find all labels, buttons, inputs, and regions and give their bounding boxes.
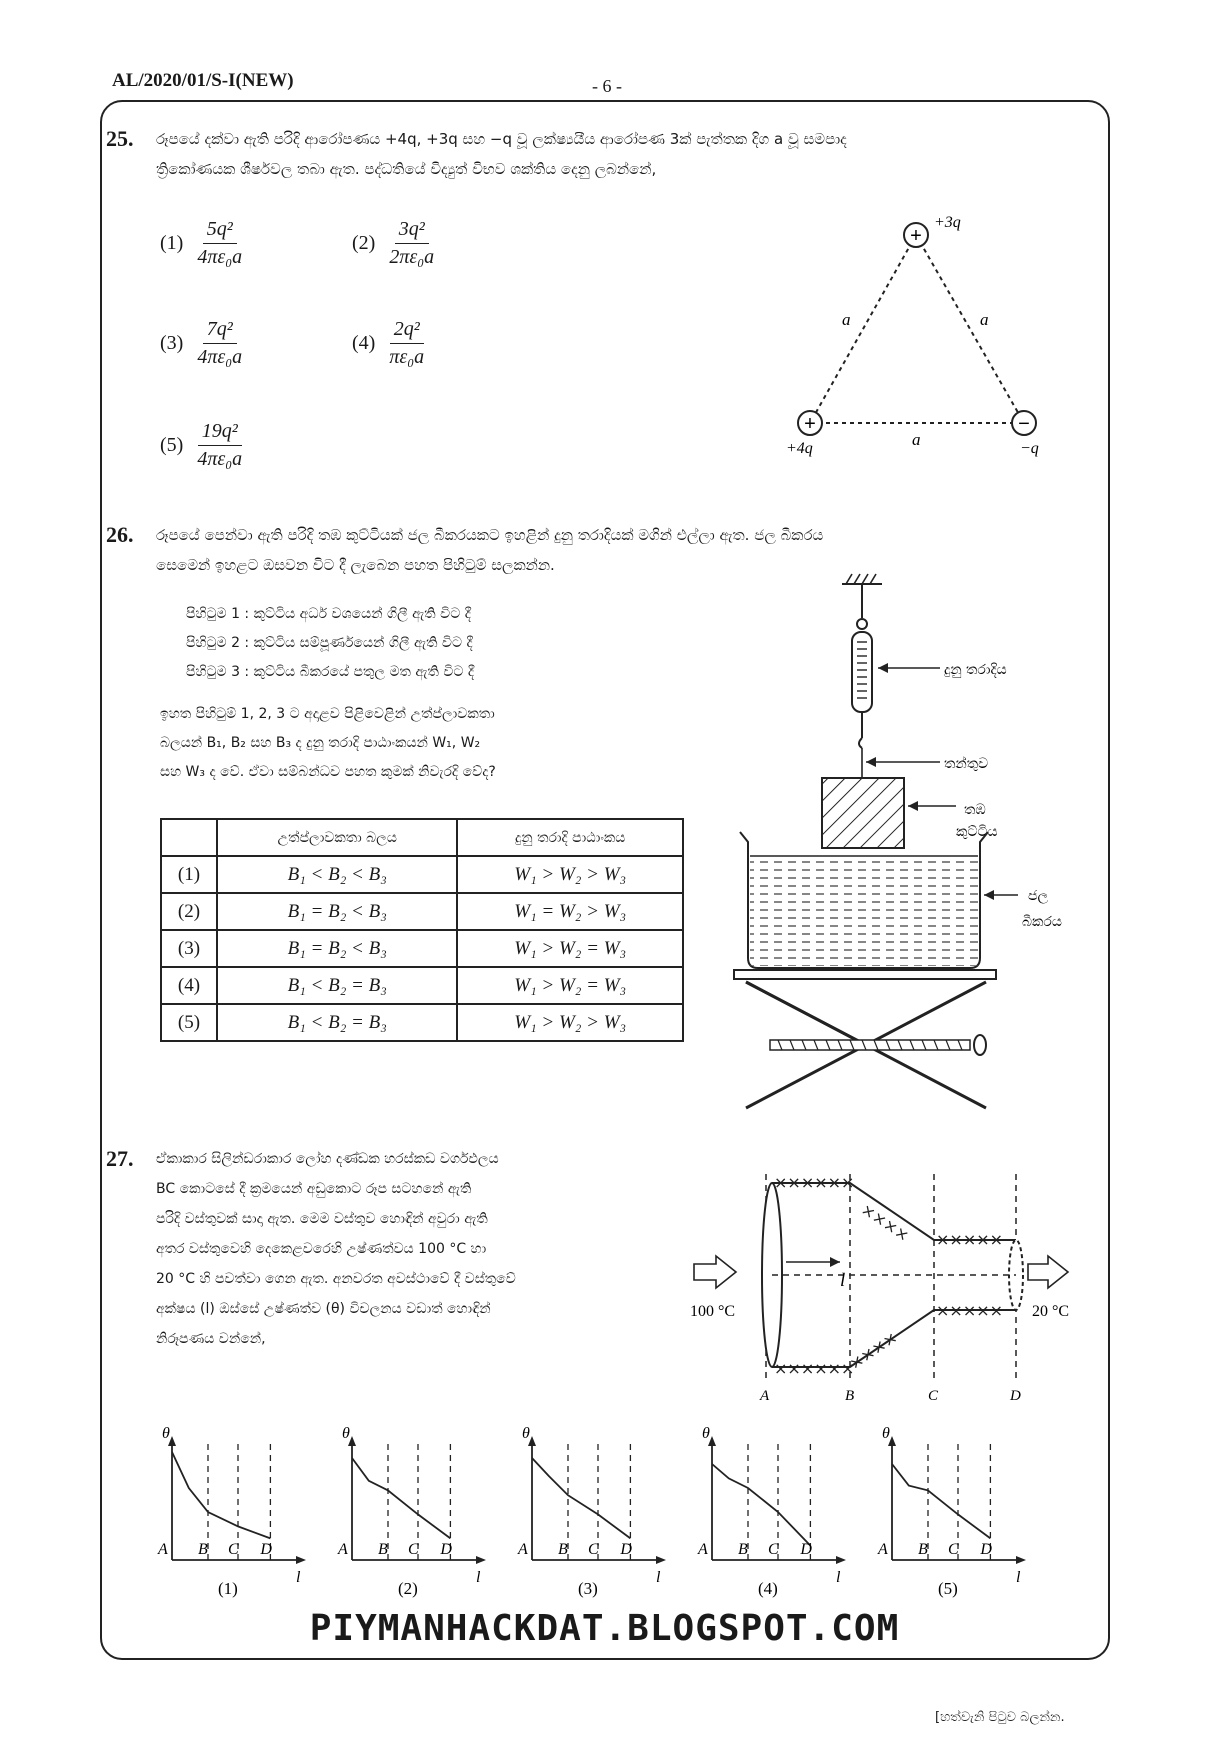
q27-rod-figure: [690, 1160, 1100, 1410]
q25-triangle-figure: [770, 205, 1070, 465]
label-side-bottom: a: [912, 430, 921, 449]
graph-option-label: (1): [218, 1579, 238, 1598]
option-fraction: $\frac{\text{7q²}}{\text{4πε₀a}}$: [197, 318, 243, 368]
label-hot-temp: 100 °C: [690, 1303, 736, 1320]
para-line2: බලයන් B₁, B₂ සහ B₃ ද දුනු තරාදි පාඨාංකයන් W₁, W₂: [160, 735, 481, 751]
heat-in-arrow: [694, 1256, 736, 1288]
graph-C-label: C: [228, 1541, 239, 1558]
graph-C-label: C: [588, 1541, 599, 1558]
label-block-2: කුට්ටිය: [956, 824, 998, 840]
label-cold-temp: 20 °C: [1032, 1303, 1070, 1320]
table-head-blank: [161, 819, 217, 856]
q25-stem-line2: ත්‍රිකෝණයක ශීර්ෂවල තබා ඇත. පද්ධතියේ විද්‍යුත් විභව ශක්තිය දෙනු ලබන්නේ,: [156, 160, 657, 178]
graph-curve: [712, 1464, 810, 1546]
q27-option-graphs: [150, 1425, 1090, 1600]
table-row[interactable]: (4) B₁ < B₂ = B₃ W₁ > W₂ = W₃: [161, 967, 683, 1004]
graph-B-label: B: [378, 1541, 388, 1558]
copper-block: [822, 778, 904, 848]
graph-A-label: A: [698, 1541, 708, 1558]
para-line1: ඉහත පිහිටුම් 1, 2, 3 ට අදාළව පිළිවෙළින් උත්ප්ලාවකතා: [160, 706, 495, 722]
graph-theta-label: θ: [882, 1425, 890, 1442]
label-block-1: තඹ: [964, 802, 986, 818]
graph-l-label: l: [836, 1569, 841, 1586]
option-label: (5): [160, 434, 184, 456]
side-right: [916, 235, 1024, 423]
q25-option-2[interactable]: [352, 218, 434, 269]
plus-sign: +: [804, 413, 816, 435]
q27-stem-line: අක්ෂය (l) ඔස්සේ උෂ්ණත්ව (θ) විචලනය වඩාත් හොඳින්: [156, 1301, 491, 1317]
option-label: (4): [352, 332, 376, 354]
watermark-url: PIYMANHACKDAT.BLOGSPOT.COM: [309, 1608, 900, 1649]
q26-positions: [186, 600, 646, 687]
graph-option-label: (4): [758, 1579, 778, 1598]
table-row[interactable]: (5) B₁ < B₂ = B₃ W₁ > W₂ > W₃: [161, 1004, 683, 1041]
q27-stem-line: පරිදි වස්තුවක් සාදා ඇත. මෙම වස්තුව හොඳින් අවුරා ඇති: [156, 1211, 488, 1227]
position-3: පිහිටුම 3 : කුට්ටිය බීකරයේ පතුල මත ඇති විට දී: [186, 664, 475, 680]
q25-option-4[interactable]: [352, 318, 424, 369]
q25-option-1[interactable]: [160, 218, 242, 269]
q25-number: 25.: [106, 126, 134, 151]
graph-A-label: A: [518, 1541, 528, 1558]
graph-curve: [892, 1464, 990, 1538]
table-head-reading: දුනු තරාදි පාඨාංකය: [457, 819, 683, 856]
option-label: (3): [160, 332, 184, 354]
insulation-bottom: ××××××: [774, 1359, 855, 1378]
graph-x-arrow: [476, 1556, 486, 1564]
option-fraction: $\frac{\text{19q²}}{\text{4πε₀a}}$: [197, 420, 243, 470]
graph-curve: [352, 1458, 450, 1538]
axis-l-label: l: [840, 1270, 846, 1291]
label-beaker-2: බීකරය: [1022, 914, 1062, 930]
label-A: A: [760, 1388, 770, 1404]
graph-x-arrow: [1016, 1556, 1026, 1564]
label-side-right: a: [980, 310, 989, 329]
table-row[interactable]: (3) B₁ = B₂ < B₃ W₁ > W₂ = W₃: [161, 930, 683, 967]
graph-D-label: D: [800, 1541, 812, 1558]
graph-l-label: l: [296, 1569, 301, 1586]
graph-l-label: l: [1016, 1569, 1021, 1586]
position-1: පිහිටුම 1 : කුට්ටිය අර්ධ වශයෙන් ගිලී ඇති විට දී: [186, 606, 471, 622]
label-beaker-1: ජල: [1028, 888, 1049, 904]
graph-theta-label: θ: [702, 1425, 710, 1442]
graph-option-label: (5): [938, 1579, 958, 1598]
graph-C-label: C: [408, 1541, 419, 1558]
graph-theta-label: θ: [522, 1425, 530, 1442]
side-left: [810, 235, 916, 423]
paper-code: AL/2020/01/S-I(NEW): [112, 70, 294, 91]
q27-stem: [156, 1144, 676, 1354]
option-fraction: $\frac{\text{2q²}}{\text{πε₀a}}$: [389, 318, 425, 368]
option-fraction: $\frac{\text{3q²}}{\text{2πε₀a}}$: [389, 218, 435, 268]
q27-stem-line: අතර වස්තුවෙහි දෙකෙළවරෙහි උෂ්ණත්වය 100 °C හා: [156, 1241, 487, 1257]
graph-theta-label: θ: [162, 1425, 170, 1442]
graph-D-label: D: [620, 1541, 632, 1558]
label-string: තන්තුව: [944, 756, 989, 772]
q25-option-3[interactable]: [160, 318, 242, 369]
graph-C-label: C: [948, 1541, 959, 1558]
graph-D-label: D: [440, 1541, 452, 1558]
graph-B-label: B: [738, 1541, 748, 1558]
option-label: (1): [160, 232, 184, 254]
q25-stem-line1: රූපයේ දක්වා ඇති පරිදි ආරෝපණය +4q, +3q සහ −q වූ ලක්ෂ්‍යයීය ආරෝපණ 3ක් පැත්තක දිග a වූ සමපාද: [156, 130, 847, 148]
insulation-bottom: ×××××: [936, 1301, 1004, 1320]
q26-stem-line2: සෙමෙන් ඉහළට ඔසවන විට දී ලැබෙන පහත පිහිටුම් සලකන්න.: [156, 556, 555, 574]
graph-x-arrow: [836, 1556, 846, 1564]
option-label: (2): [352, 232, 376, 254]
graph-D-label: D: [260, 1541, 272, 1558]
table-row[interactable]: (2) B₁ = B₂ < B₃ W₁ = W₂ > W₃: [161, 893, 683, 930]
graph-B-label: B: [198, 1541, 208, 1558]
graph-A-label: A: [158, 1541, 168, 1558]
label-left-charge: +4q: [786, 440, 813, 457]
graph-option-label: (2): [398, 1579, 418, 1598]
graph-curve: [172, 1452, 270, 1538]
lab-jack-screw: [770, 1040, 970, 1050]
lab-jack-top: [734, 970, 996, 979]
q27-stem-line: 20 °C හි පවත්වා ගෙන ඇත. අනවරත අවස්ථාවේ දී වස්තුවේ: [156, 1271, 516, 1287]
plus-sign: +: [910, 225, 922, 247]
label-B: B: [845, 1388, 855, 1404]
graph-B-label: B: [918, 1541, 928, 1558]
insulation-top: ××××: [857, 1199, 913, 1246]
table-row[interactable]: (1) B₁ < B₂ < B₃ W₁ > W₂ > W₃: [161, 856, 683, 893]
graph-l-label: l: [656, 1569, 661, 1586]
q27-stem-line: BC කොටසේ දී ක්‍රමයෙන් අඩුකොට රූප සටහනේ ඇති: [156, 1181, 472, 1197]
graph-C-label: C: [768, 1541, 779, 1558]
para-line3: සහ W₃ ද වේ. ඒවා සම්බන්ධව පහත කුමක් නිවැරදි වේද?: [160, 764, 496, 780]
q25-option-5[interactable]: [160, 420, 242, 471]
page-number: - 6 -: [592, 76, 622, 96]
label-spring-balance: දුනු තරාදිය: [944, 662, 1007, 678]
option-fraction: $\frac{\text{5q²}}{\text{4πε₀a}}$: [197, 218, 243, 268]
label-D: D: [1010, 1388, 1021, 1404]
label-right-charge: −q: [1020, 440, 1039, 457]
q27-stem-line: ඒකාකාර සිලින්ඩරාකාර ලෝහ දණ්ඩක හරස්කඩ වර්ගඵලය: [156, 1151, 499, 1167]
graph-D-label: D: [980, 1541, 992, 1558]
label-top-charge: +3q: [934, 214, 961, 231]
water: [750, 856, 978, 966]
graph-x-arrow: [296, 1556, 306, 1564]
graph-A-label: A: [878, 1541, 888, 1558]
minus-sign: −: [1018, 413, 1030, 435]
q27-stem-line: නිරූපණය වන්නේ,: [156, 1331, 266, 1347]
q26-apparatus-figure: [730, 570, 1100, 1125]
insulation-bottom: ××××: [845, 1327, 901, 1374]
q26-stem-line1: රූපයේ පෙන්වා ඇති පරිදි තඹ කුට්ටියක් ජල බීකරයකට ඉහළින් දුනු තරාදියක් මගින් එල්ලා ඇත. ජල බීකරය: [156, 526, 824, 544]
graph-A-label: A: [338, 1541, 348, 1558]
graph-curve: [532, 1458, 630, 1538]
spring-balance: [852, 632, 872, 712]
q25-stem: [156, 124, 1096, 184]
q26-answer-table: [160, 818, 684, 1042]
label-C: C: [928, 1388, 939, 1404]
q26-paragraph: [160, 700, 660, 787]
graph-l-label: l: [476, 1569, 481, 1586]
position-2: පිහිටුම 2 : කුට්ටිය සම්පූර්ණයෙන් ගිලී ඇති විට දී: [186, 635, 473, 651]
label-side-left: a: [842, 310, 851, 329]
turn-over-note: [හත්වැනි පිටුව බලන්න.: [935, 1710, 1065, 1725]
graph-option-label: (3): [578, 1579, 598, 1598]
insulation-top: ××××××: [774, 1173, 855, 1192]
q27-number: 27.: [106, 1146, 134, 1171]
graph-theta-label: θ: [342, 1425, 350, 1442]
graph-x-arrow: [656, 1556, 666, 1564]
q26-number: 26.: [106, 522, 134, 547]
insulation-top: ×××××: [936, 1230, 1004, 1249]
table-head-buoyancy: උත්ප්ලාවකතා බලය: [217, 819, 457, 856]
graph-B-label: B: [558, 1541, 568, 1558]
heat-out-arrow: [1028, 1256, 1068, 1288]
